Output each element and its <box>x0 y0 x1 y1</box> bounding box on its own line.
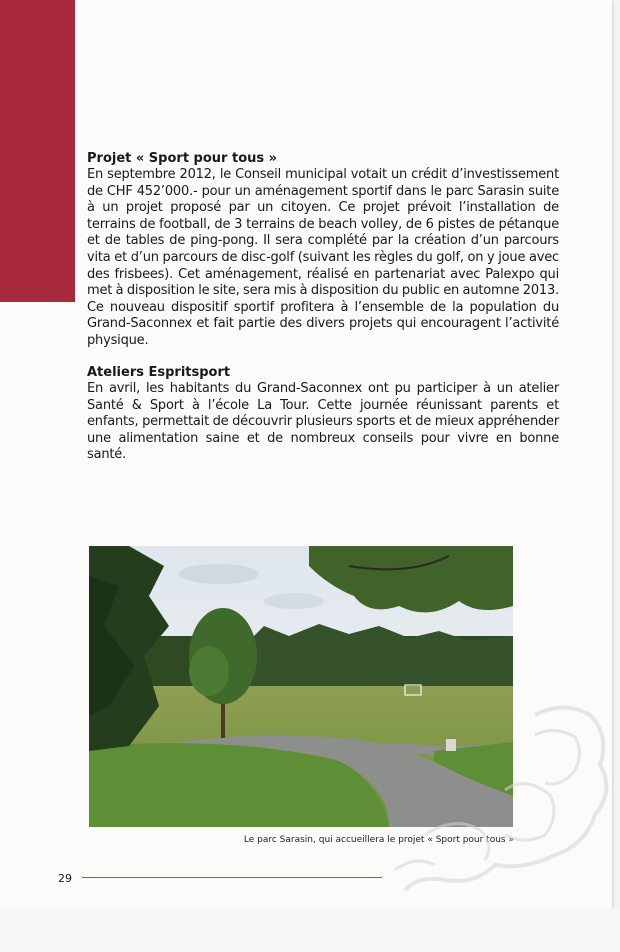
page-number: 29 <box>58 872 72 885</box>
section-ateliers-espritsport <box>87 364 559 464</box>
section-heading: Ateliers Espritsport <box>87 365 231 380</box>
section-body: En septembre 2012, le Conseil municipal votait un crédit d’investissement de CHF 452’000.- pour un aménagement sportif dans le parc Sarasin suite à un projet proposé par un citoyen. Ce projet prévoit l’installation de terrains de football, de 3 terrains de beach volley, de 6 pistes de pétanque et de tables de ping-pong. Il sera complété par la création d’un parcours vita et d’un parcours de disc-golf (suivant les règles du golf, on y joue avec des frisbees). Cet aménagement, réalisé en partenariat avec Palexpo qui met à disposition le site, sera mis à disposition du public en automne 2013. Ce nouveau dispositif sportif profitera à l’ensemble de la population du Grand-Saconnex et fait partie des divers projets qui encouragent l’activité physique. <box>87 167 559 348</box>
section-sport-pour-tous <box>87 150 559 350</box>
red-accent-band <box>0 0 75 302</box>
section-heading: Projet « Sport pour tous » <box>87 151 278 166</box>
footer-rule <box>82 877 382 878</box>
scan-background <box>0 908 620 952</box>
lion-emblem-watermark <box>385 695 615 895</box>
section-body: En avril, les habitants du Grand-Saconnex ont pu participer à un atelier Santé & Sport à l’école La Tour. Cette journée réunissant parents et enfants, permettait de découvrir plusieurs sports et de mieux appréhender une alimentation saine et de nombreux conseils pour vivre en bonne santé. <box>87 381 559 463</box>
photo-caption: Le parc Sarasin, qui accueillera le projet « Sport pour tous » <box>243 835 514 845</box>
